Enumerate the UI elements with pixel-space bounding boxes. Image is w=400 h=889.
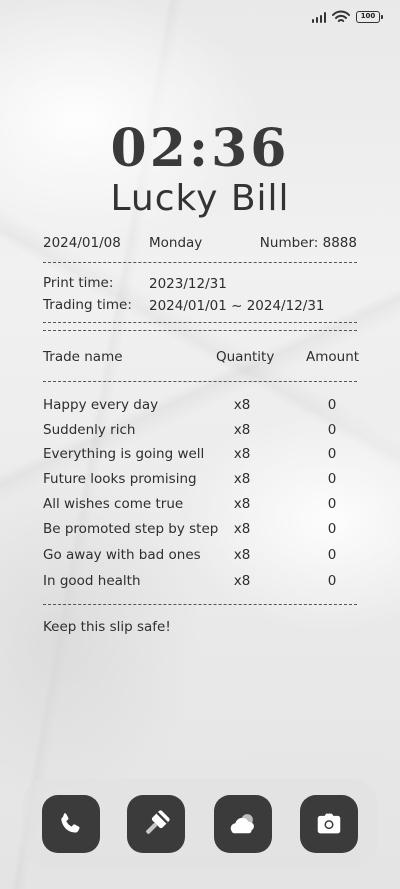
item-amount: 0 <box>327 573 337 589</box>
item-amount: 0 <box>327 446 337 462</box>
weather-app[interactable] <box>214 795 272 853</box>
battery-level: 100 <box>360 12 376 20</box>
theme-brush-icon <box>139 807 173 841</box>
bill-title: Lucky Bill <box>110 178 290 219</box>
column-header-quantity: Quantity <box>216 349 275 365</box>
themes-app[interactable] <box>127 795 185 853</box>
item-amount: 0 <box>327 422 337 438</box>
item-quantity: x8 <box>233 422 251 438</box>
camera-app[interactable] <box>300 795 358 853</box>
trading-time-value: 2024/01/01 ~ 2024/12/31 <box>149 298 325 314</box>
item-quantity: x8 <box>233 521 251 537</box>
item-quantity: x8 <box>233 547 251 563</box>
phone-icon <box>56 809 86 839</box>
item-name: Everything is going well <box>43 446 205 462</box>
weather-cloud-icon <box>226 807 260 841</box>
divider <box>43 330 357 331</box>
item-name: Go away with bad ones <box>43 547 201 563</box>
item-quantity: x8 <box>233 397 251 413</box>
battery-icon <box>356 11 380 23</box>
item-name: Be promoted step by step <box>43 521 219 537</box>
item-amount: 0 <box>327 521 337 537</box>
trading-time-label: Trading time: <box>43 297 132 313</box>
column-header-amount: Amount <box>306 349 360 365</box>
print-time-value: 2023/12/31 <box>149 276 227 292</box>
divider <box>43 381 357 382</box>
status-bar <box>312 9 381 25</box>
bill-date: 2024/01/08 <box>43 235 121 251</box>
divider <box>43 322 357 323</box>
wifi-icon <box>332 10 350 24</box>
column-header-trade-name: Trade name <box>43 349 123 365</box>
bill-number: Number: 8888 <box>259 235 357 251</box>
bill-weekday: Monday <box>149 235 203 251</box>
item-name: In good health <box>43 573 141 589</box>
item-name: Suddenly rich <box>43 422 136 438</box>
divider <box>43 262 357 263</box>
item-name: Happy every day <box>43 397 159 413</box>
item-amount: 0 <box>327 496 337 512</box>
item-amount: 0 <box>327 397 337 413</box>
item-name: Future looks promising <box>43 471 197 487</box>
item-quantity: x8 <box>233 496 251 512</box>
item-name: All wishes come true <box>43 496 184 512</box>
print-time-label: Print time: <box>43 275 114 291</box>
bill-footer: Keep this slip safe! <box>43 619 171 635</box>
signal-icon <box>312 12 327 23</box>
clock-time[interactable]: 02:36 <box>110 118 290 179</box>
item-quantity: x8 <box>233 446 251 462</box>
item-quantity: x8 <box>233 471 251 487</box>
item-amount: 0 <box>327 471 337 487</box>
camera-icon <box>314 809 344 839</box>
item-quantity: x8 <box>233 573 251 589</box>
item-amount: 0 <box>327 547 337 563</box>
divider <box>43 604 357 605</box>
phone-app[interactable] <box>42 795 100 853</box>
